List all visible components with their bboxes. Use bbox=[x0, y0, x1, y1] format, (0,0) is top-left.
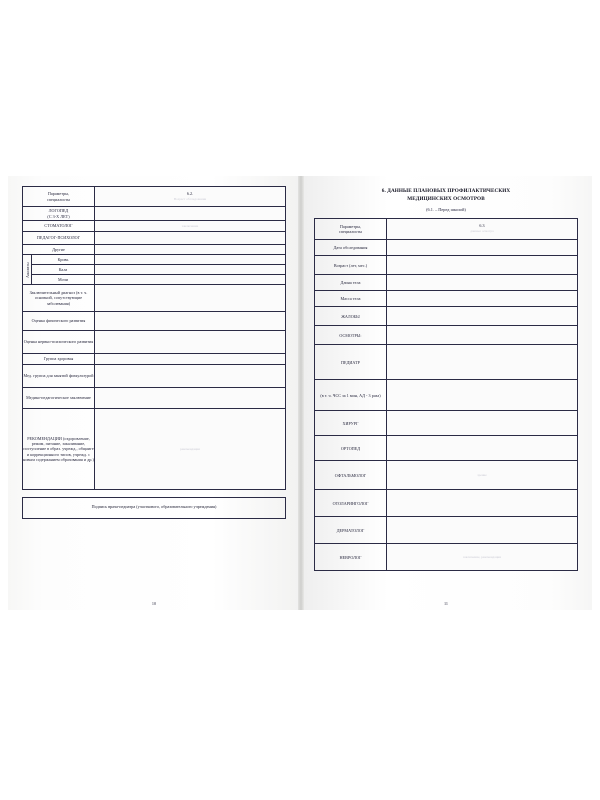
row-value-ghost bbox=[95, 341, 285, 343]
row-value-ghost bbox=[387, 502, 577, 504]
table-row bbox=[315, 291, 578, 307]
row-label: Оценка физического развития bbox=[31, 318, 86, 324]
row-label: Группа здоровья bbox=[43, 356, 74, 362]
row-label: (в т. ч. ЧСС за 1 мин, АД - 3 раза) bbox=[320, 392, 381, 398]
table-header-row bbox=[23, 187, 286, 207]
row-value-ghost: заключение, рекомендации bbox=[463, 554, 501, 559]
row-sublabel: (С 3-Х ЛЕТ) bbox=[47, 213, 70, 219]
row-label: Оценка нервно-психического развития bbox=[23, 339, 94, 345]
page-title bbox=[314, 188, 578, 203]
book-gutter bbox=[298, 176, 304, 610]
row-label: Длина тела bbox=[340, 280, 361, 285]
row-value-ghost bbox=[387, 529, 577, 531]
row-value-cell[interactable] bbox=[95, 354, 286, 365]
row-value-cell[interactable] bbox=[387, 291, 578, 307]
table-row bbox=[23, 388, 286, 409]
row-label: Дата обследования bbox=[333, 245, 368, 250]
table-row bbox=[23, 354, 286, 365]
row-value-cell[interactable] bbox=[387, 517, 578, 544]
row-label: ДЕРМАТОЛОГ bbox=[336, 527, 365, 533]
header-col1-line1: Параметры, bbox=[339, 223, 362, 229]
row-value-ghost bbox=[95, 397, 285, 399]
row-value-ghost: рекомендации bbox=[180, 446, 200, 451]
row-value-cell[interactable] bbox=[387, 544, 578, 571]
row-value-cell[interactable] bbox=[95, 388, 286, 409]
row-value-ghost bbox=[387, 298, 577, 300]
row-value-ghost bbox=[95, 279, 285, 281]
row-value-ghost: зрение bbox=[477, 472, 487, 477]
signature-label: Подпись врача-педиатра (участкового, образовательного учреждения) bbox=[91, 504, 217, 509]
table-row bbox=[23, 221, 286, 232]
row-label: Масса тела bbox=[340, 296, 361, 301]
header-col1-line2: специалисты bbox=[338, 229, 363, 235]
table-row bbox=[315, 326, 578, 345]
page-title-line2: МЕДИЦИНСКИХ ОСМОТРОВ bbox=[407, 195, 485, 202]
row-label: ЖАЛОБЫ bbox=[341, 313, 360, 319]
row-value-cell[interactable] bbox=[387, 240, 578, 256]
row-value-ghost bbox=[387, 447, 577, 449]
row-value-cell[interactable] bbox=[387, 380, 578, 411]
table-row bbox=[315, 240, 578, 256]
row-value-cell[interactable] bbox=[95, 285, 286, 312]
header-col2-label: 6.3 bbox=[479, 223, 485, 229]
table-row bbox=[23, 285, 286, 312]
row-value-cell[interactable] bbox=[95, 221, 286, 232]
row-value-ghost: заключение bbox=[181, 223, 199, 228]
table-row bbox=[23, 232, 286, 245]
header-col2-ghost: Возраст обследования bbox=[173, 196, 207, 201]
row-label: ПЕДИАТР bbox=[341, 359, 360, 365]
right-page-folio: 11 bbox=[443, 601, 449, 606]
row-value-ghost bbox=[95, 249, 285, 251]
table-row bbox=[315, 517, 578, 544]
page-subtitle: (6.1. – Перед школой) bbox=[426, 207, 466, 213]
row-value-cell[interactable] bbox=[387, 345, 578, 380]
row-label: Мочи bbox=[58, 276, 68, 282]
row-value-ghost bbox=[387, 264, 577, 266]
table-row bbox=[23, 245, 286, 255]
row-value-cell[interactable] bbox=[95, 275, 286, 285]
header-col2-label: 6.2. bbox=[186, 190, 194, 196]
row-label: ОРТОПЕД bbox=[340, 445, 361, 451]
right-parameters-table bbox=[314, 218, 578, 571]
row-value-ghost bbox=[95, 320, 285, 322]
right-page bbox=[300, 176, 592, 610]
header-col1-line1: Параметры, bbox=[47, 191, 70, 197]
table-row bbox=[315, 275, 578, 291]
left-page-content bbox=[22, 186, 286, 600]
row-value-cell[interactable] bbox=[387, 490, 578, 517]
table-row bbox=[315, 411, 578, 436]
table-row bbox=[315, 544, 578, 571]
right-page-content bbox=[314, 186, 578, 600]
table-row bbox=[315, 461, 578, 490]
row-value-ghost bbox=[95, 213, 285, 215]
table-row bbox=[315, 436, 578, 461]
row-value-ghost bbox=[387, 422, 577, 424]
row-value-cell[interactable] bbox=[95, 232, 286, 245]
left-parameters-table bbox=[22, 186, 286, 490]
row-label: Кровь bbox=[57, 256, 69, 262]
row-value-cell[interactable] bbox=[95, 255, 286, 265]
row-label: ХИРУРГ bbox=[342, 420, 359, 426]
row-label: Заключительный диагноз (в т. ч. основной, сопутствующие заболевания) bbox=[29, 290, 88, 306]
table-header-row bbox=[315, 219, 578, 240]
row-label: ОФТАЛЬМОЛОГ bbox=[334, 472, 367, 478]
signature-line bbox=[22, 497, 286, 519]
table-row bbox=[23, 331, 286, 354]
row-label: Мед. группа для занятий физкультурой bbox=[23, 373, 94, 379]
row-label: Возраст (лет, мес.) bbox=[333, 262, 368, 268]
row-value-cell[interactable] bbox=[387, 436, 578, 461]
row-value-ghost bbox=[387, 361, 577, 363]
table-row bbox=[315, 380, 578, 411]
row-value-cell[interactable] bbox=[387, 275, 578, 291]
row-label: ОТОЛАРИНГОЛОГ bbox=[332, 500, 369, 506]
left-page-folio: 10 bbox=[151, 601, 157, 606]
table-row bbox=[315, 345, 578, 380]
row-label: Медико-педагогическое заключение bbox=[26, 395, 91, 401]
left-page bbox=[8, 176, 300, 610]
row-value-cell[interactable] bbox=[95, 409, 286, 490]
row-value-ghost bbox=[95, 237, 285, 239]
row-value-cell[interactable] bbox=[95, 245, 286, 255]
row-value-ghost bbox=[387, 282, 577, 284]
table-row bbox=[315, 256, 578, 275]
row-value-cell[interactable] bbox=[387, 326, 578, 345]
row-value-cell[interactable] bbox=[95, 265, 286, 275]
row-label: СТОМАТОЛОГ bbox=[44, 223, 73, 229]
table-row bbox=[23, 312, 286, 331]
table-row bbox=[23, 409, 286, 490]
analysis-group-label: Анализы bbox=[23, 255, 32, 285]
row-label: ОСМОТРЫ: bbox=[339, 332, 362, 338]
row-value-ghost bbox=[387, 315, 577, 317]
row-value-ghost bbox=[387, 394, 577, 396]
table-row bbox=[23, 265, 286, 275]
row-value-cell[interactable] bbox=[387, 307, 578, 326]
row-value-cell[interactable] bbox=[95, 312, 286, 331]
row-value-ghost bbox=[95, 259, 285, 261]
header-col1-line2: специалисты bbox=[46, 196, 71, 202]
row-value-cell[interactable] bbox=[95, 331, 286, 354]
table-row bbox=[315, 307, 578, 326]
row-value-ghost bbox=[387, 247, 577, 249]
table-row bbox=[23, 275, 286, 285]
row-label: ПЕДАГОГ-ПСИХОЛОГ bbox=[36, 235, 81, 241]
table-row bbox=[23, 365, 286, 388]
row-value-cell[interactable] bbox=[387, 411, 578, 436]
row-value-cell[interactable] bbox=[387, 461, 578, 490]
row-label: Кала bbox=[58, 266, 68, 272]
page-title-line1: 6. ДАННЫЕ ПЛАНОВЫХ ПРОФИЛАКТИЧЕСКИХ bbox=[381, 188, 511, 194]
row-value-ghost bbox=[95, 358, 285, 360]
table-row bbox=[23, 255, 286, 265]
row-label: Другие bbox=[52, 246, 65, 252]
row-label: НЕВРОЛОГ bbox=[339, 554, 362, 560]
table-row bbox=[315, 490, 578, 517]
book-spread bbox=[8, 176, 592, 610]
row-label: РЕКОМЕНДАЦИИ (оздоровление, режим, питание, закаливание, поступление в образ. учрежд., общаиге и коррекционного типов, учрежд. с новым содержанием образования и др.) bbox=[23, 436, 94, 462]
row-value-cell[interactable] bbox=[95, 207, 286, 221]
row-value-ghost bbox=[95, 297, 285, 299]
row-value-cell[interactable] bbox=[95, 365, 286, 388]
table-row bbox=[23, 207, 286, 221]
row-value-ghost bbox=[387, 334, 577, 336]
row-value-ghost bbox=[95, 269, 285, 271]
row-value-ghost bbox=[95, 375, 285, 377]
row-value-cell[interactable] bbox=[387, 256, 578, 275]
row-label: ЛОГОПЕД bbox=[48, 208, 69, 214]
header-col2-ghost: данные осмотра bbox=[470, 229, 494, 234]
